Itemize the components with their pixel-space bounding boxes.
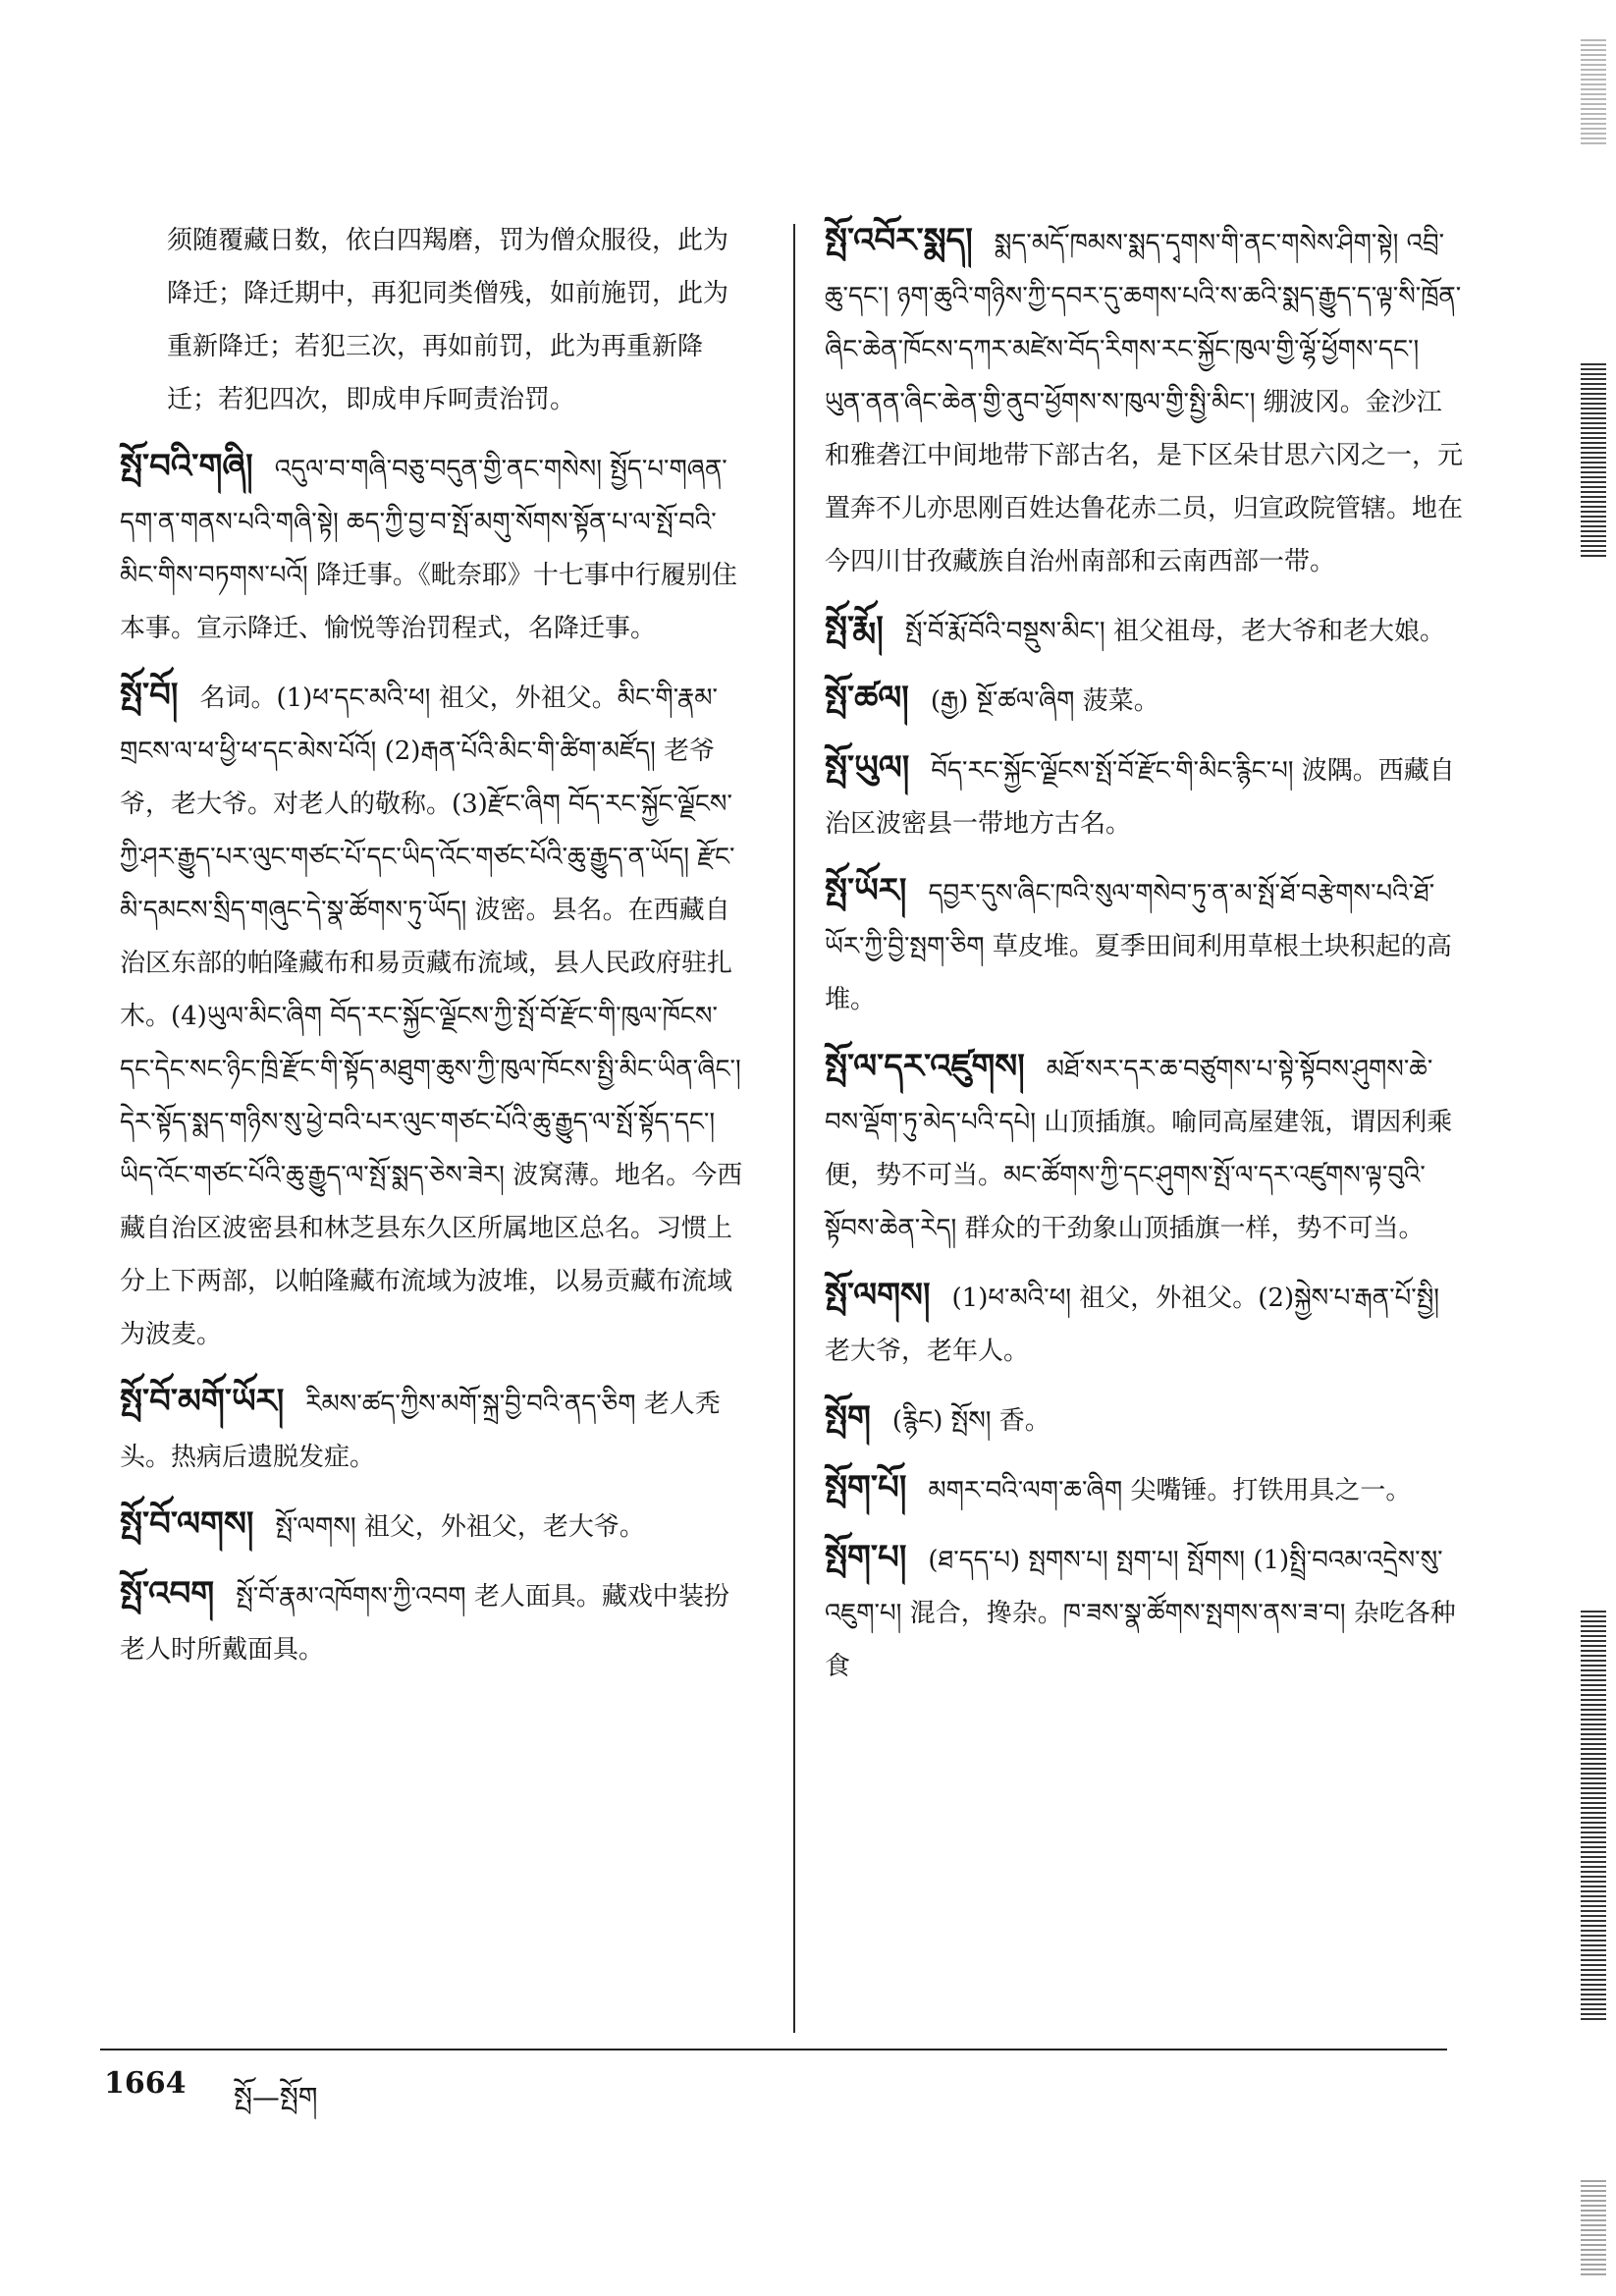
entry-definition: མཐོ་སར་དར་ཆ་བཙུགས་པ་སྟེ་སྟོབས་ཤུགས་ཆེ་བས་ལྡོག་ཏུ་མེད་པའི་དཔེ། 山顶插旗。喻同高屋建瓴，谓因利乘便，势不可当。མང་ཚོགས་ཀྱི་དང་ཤུགས་སྤོ་ལ་དར་འཛུགས་ལྟ་བུའི་སྟོབས་ཆེན་རེད། 群众的干劲象山顶插旗一样，势不可当。	[825, 1055, 1453, 1243]
entry-definition: (རྙིང) སྤོས། 香。	[891, 1406, 1050, 1436]
dictionary-entry	[120, 440, 748, 655]
page-number: 1664	[104, 2066, 187, 2101]
entry-definition: སྤོ་ལགས། 祖父，外祖父，老大爷。	[275, 1512, 645, 1542]
dictionary-entry	[825, 1040, 1463, 1255]
entry-definition: སྨད་མདོ་ཁམས་སྨད་དྭགས་གི་ནང་གསེས་ཤིག་སྟེ། འབྲི་ཆུ་དང་། ཉག་ཆུའི་གཉིས་ཀྱི་དབར་དུ་ཆགས་པའི་ས་ཆའི་སྨད་རྒྱུད་ད་ལྟ་སི་ཁྲོན་ཞིང་ཆེན་ཁོངས་དཀར་མཛེས་བོད་རིགས་རང་སྐྱོང་ཁུལ་གྱི་ལྷོ་ཕྱོགས་དང་། ཡུན་ནན་ཞིང་ཆེན་གྱི་ནུབ་ཕྱོགས་ས་ཁུལ་གྱི་སྤྱི་མིང་། 绷波冈。金沙江和雅砻江中间地带下部古名，是下区朵甘思六冈之一，元置奔不儿亦思刚百姓达鲁花赤二员，归宣政院管辖。地在今四川甘孜藏族自治州南部和云南西部一带。	[825, 229, 1464, 576]
right-column	[825, 214, 1463, 1707]
entry-headword: སྤོ་ཡོར།	[825, 871, 907, 910]
entry-headword: སྤོག	[825, 1398, 871, 1438]
entry-definition: (རྒྱ) སྔོ་ཚལ་ཞིག 菠菜。	[930, 686, 1159, 716]
dictionary-entry	[825, 1269, 1463, 1378]
dictionary-entry	[825, 214, 1463, 588]
dictionary-entry	[120, 1567, 748, 1676]
entry-definition: 须随覆藏日数，依白四羯磨，罚为僧众服役，此为降迁；降迁期中，再犯同类僧残，如前施罚，此为重新降迁；若犯三次，再如前罚，此为再重新降迁；若犯四次，即成申斥呵责治罚。	[167, 226, 729, 414]
entry-definition: འདུལ་བ་གཞི་བཅུ་བདུན་གྱི་ནང་གསེས། སྤྱོད་པ་གཞན་དག་ན་གནས་པའི་གཞི་སྟེ། ཆད་ཀྱི་བྱ་བ་སྤོ་མགུ་སོགས་སྟོན་པ་ལ་སྤོ་བའི་མིང་གིས་བཏགས་པའོ། 降迁事。《毗奈耶》十七事中行履别住本事。宣示降迁、愉悦等治罚程式，名降迁事。	[120, 455, 737, 643]
dictionary-entry	[120, 1375, 748, 1484]
dictionary-entry	[825, 672, 1463, 728]
entry-headword: སྤོ་འབོར་སྨད།	[825, 221, 973, 260]
dictionary-entry	[825, 602, 1463, 658]
entry-definition: དབྱར་དུས་ཞིང་ཁའི་སུལ་གསེབ་ཏུ་ན་མ་སྤོ་ཐོ་བརྩེགས་པའི་ཐོ་ཡོར་ཀྱི་བྱི་སྤག་ཅིག 草皮堆。夏季田间利用草根土块积起的高堆。	[825, 879, 1452, 1014]
page-edge-mark	[1581, 363, 1606, 560]
dictionary-entry	[825, 741, 1463, 850]
dictionary-entry	[120, 669, 748, 1361]
entry-definition: རིམས་ཚད་ཀྱིས་མགོ་སྐྲ་བྱི་བའི་ནད་ཅིག 老人秃头。热病后遗脱发症。	[120, 1390, 721, 1472]
entry-headword: སྤོ་བའི་གཞི།	[120, 447, 253, 486]
entry-definition: མགར་བའི་ལག་ཆ་ཞིག 尖嘴锤。打铁用具之一。	[928, 1476, 1412, 1505]
entry-definition: སྤོ་བོ་རྨོ་བོའི་བསྡུས་མིང་། 祖父祖母，老大爷和老大娘。	[904, 617, 1445, 646]
page-edge-mark	[1581, 2180, 1606, 2278]
entry-headword: སྤོ་ལགས།	[825, 1276, 931, 1315]
entry-definition: (ཐ་དད་པ) སྤགས་པ། སྤག་པ། སྤོགས། (1)སྤྲི་བའམ་འདྲེས་སུ་འཇུག་པ། 混合，搀杂。ཁ་ཟས་སྣ་ཚོགས་སྤགས་ནས་ཟ་བ། 杂吃各种食	[825, 1546, 1456, 1681]
entry-headword: སྤོ་ཡུལ།	[825, 748, 910, 788]
dictionary-entry	[825, 1461, 1463, 1517]
entry-headword: སྤོ་ཚལ།	[825, 679, 909, 718]
running-head: སྤོ—སྤོག	[234, 2081, 318, 2113]
entry-headword: སྤོག་པོ།	[825, 1468, 907, 1507]
entry-headword: སྤོག་པ།	[825, 1538, 907, 1577]
entry-definition: སྤོ་བོ་རྣམ་འཁོགས་ཀྱི་འབག 老人面具。藏戏中装扮老人时所戴面具。	[120, 1582, 729, 1665]
entry-definition: 名词。(1)ཕ་དང་མའི་ཕ། 祖父，外祖父。མིང་གི་རྣམ་གྲངས་ལ་ཕ་ཕྱི་ཕ་དང་མེས་པོའོ། (2)རྒན་པོའི་མིང་གི་ཚིག་མཛོད། 老爷爷，老大爷。对老人的敬称。(3)རྫོང་ཞིག བོད་རང་སྐྱོང་ལྗོངས་ཀྱི་ཤར་རྒྱུད་པར་ལུང་གཙང་པོ་དང་ཡིད་འོང་གཙང་པོའི་ཆུ་རྒྱུད་ན་ཡོད། རྫོང་མི་དམངས་སྲིད་གཞུང་དེ་སྣ་ཚོགས་ཏུ་ཡོད། 波密。县名。在西藏自治区东部的帕隆藏布和易贡藏布流域，县人民政府驻扎木。(4)ཡུལ་མིང་ཞིག བོད་རང་སྐྱོང་ལྗོངས་ཀྱི་སྤོ་བོ་རྫོང་གི་ཁུལ་ཁོངས་དང་དེང་སང་ཉིང་ཁྲི་རྫོང་གི་སྟོད་མཐུག་ཆུས་ཀྱི་ཁུལ་ཁོངས་སྤྱི་མིང་ཡིན་ཞིང་། དེར་སྟོད་སྨད་གཉིས་སུ་ཕྱེ་བའི་པར་ལུང་གཙང་པོའི་ཆུ་རྒྱུད་ལ་སྤོ་སྟོད་དང་། ཡིད་འོང་གཙང་པོའི་ཆུ་རྒྱུད་ལ་སྤོ་སྨད་ཅེས་ཟེར། 波窝薄。地名。今西藏自治区波密县和林芝县东久区所属地区总名。习惯上分上下两部，以帕隆藏布流域为波堆，以易贡藏布流域为波麦。	[120, 683, 743, 1349]
page-edge-mark	[1581, 39, 1606, 147]
entry-headword: སྤོ་བོ་མགོ་ཡོར།	[120, 1382, 285, 1421]
dictionary-entry	[825, 1392, 1463, 1448]
footer-rule	[100, 2049, 1447, 2050]
entry-headword: སྤོ་བོ།	[120, 676, 179, 715]
entry-headword: སྤོ་ལ་དར་འཛུགས།	[825, 1047, 1025, 1086]
dictionary-entry	[120, 1498, 748, 1554]
entry-definition: (1)ཕ་མའི་ཕ། 祖父，外祖父。(2)སྐྱེས་པ་རྒན་པོ་སྤྱི། 老大爷，老年人。	[825, 1284, 1440, 1366]
entry-definition: བོད་རང་སྐྱོང་ལྗོངས་སྤོ་བོ་རྫོང་གི་མིང་རྙིང་པ། 波隅。西藏自治区波密县一带地方古名。	[825, 756, 1455, 839]
entry-headword: སྤོ་རྨོ།	[825, 609, 884, 648]
dictionary-entry	[825, 864, 1463, 1026]
dictionary-entry	[825, 1531, 1463, 1693]
dictionary-entry	[120, 214, 748, 426]
left-column	[120, 214, 748, 1690]
entry-headword: སྤོ་འབག	[120, 1574, 215, 1613]
entry-headword: སྤོ་བོ་ལགས།	[120, 1504, 254, 1544]
page-edge-mark	[1581, 1611, 1606, 2023]
column-divider	[793, 224, 795, 2033]
